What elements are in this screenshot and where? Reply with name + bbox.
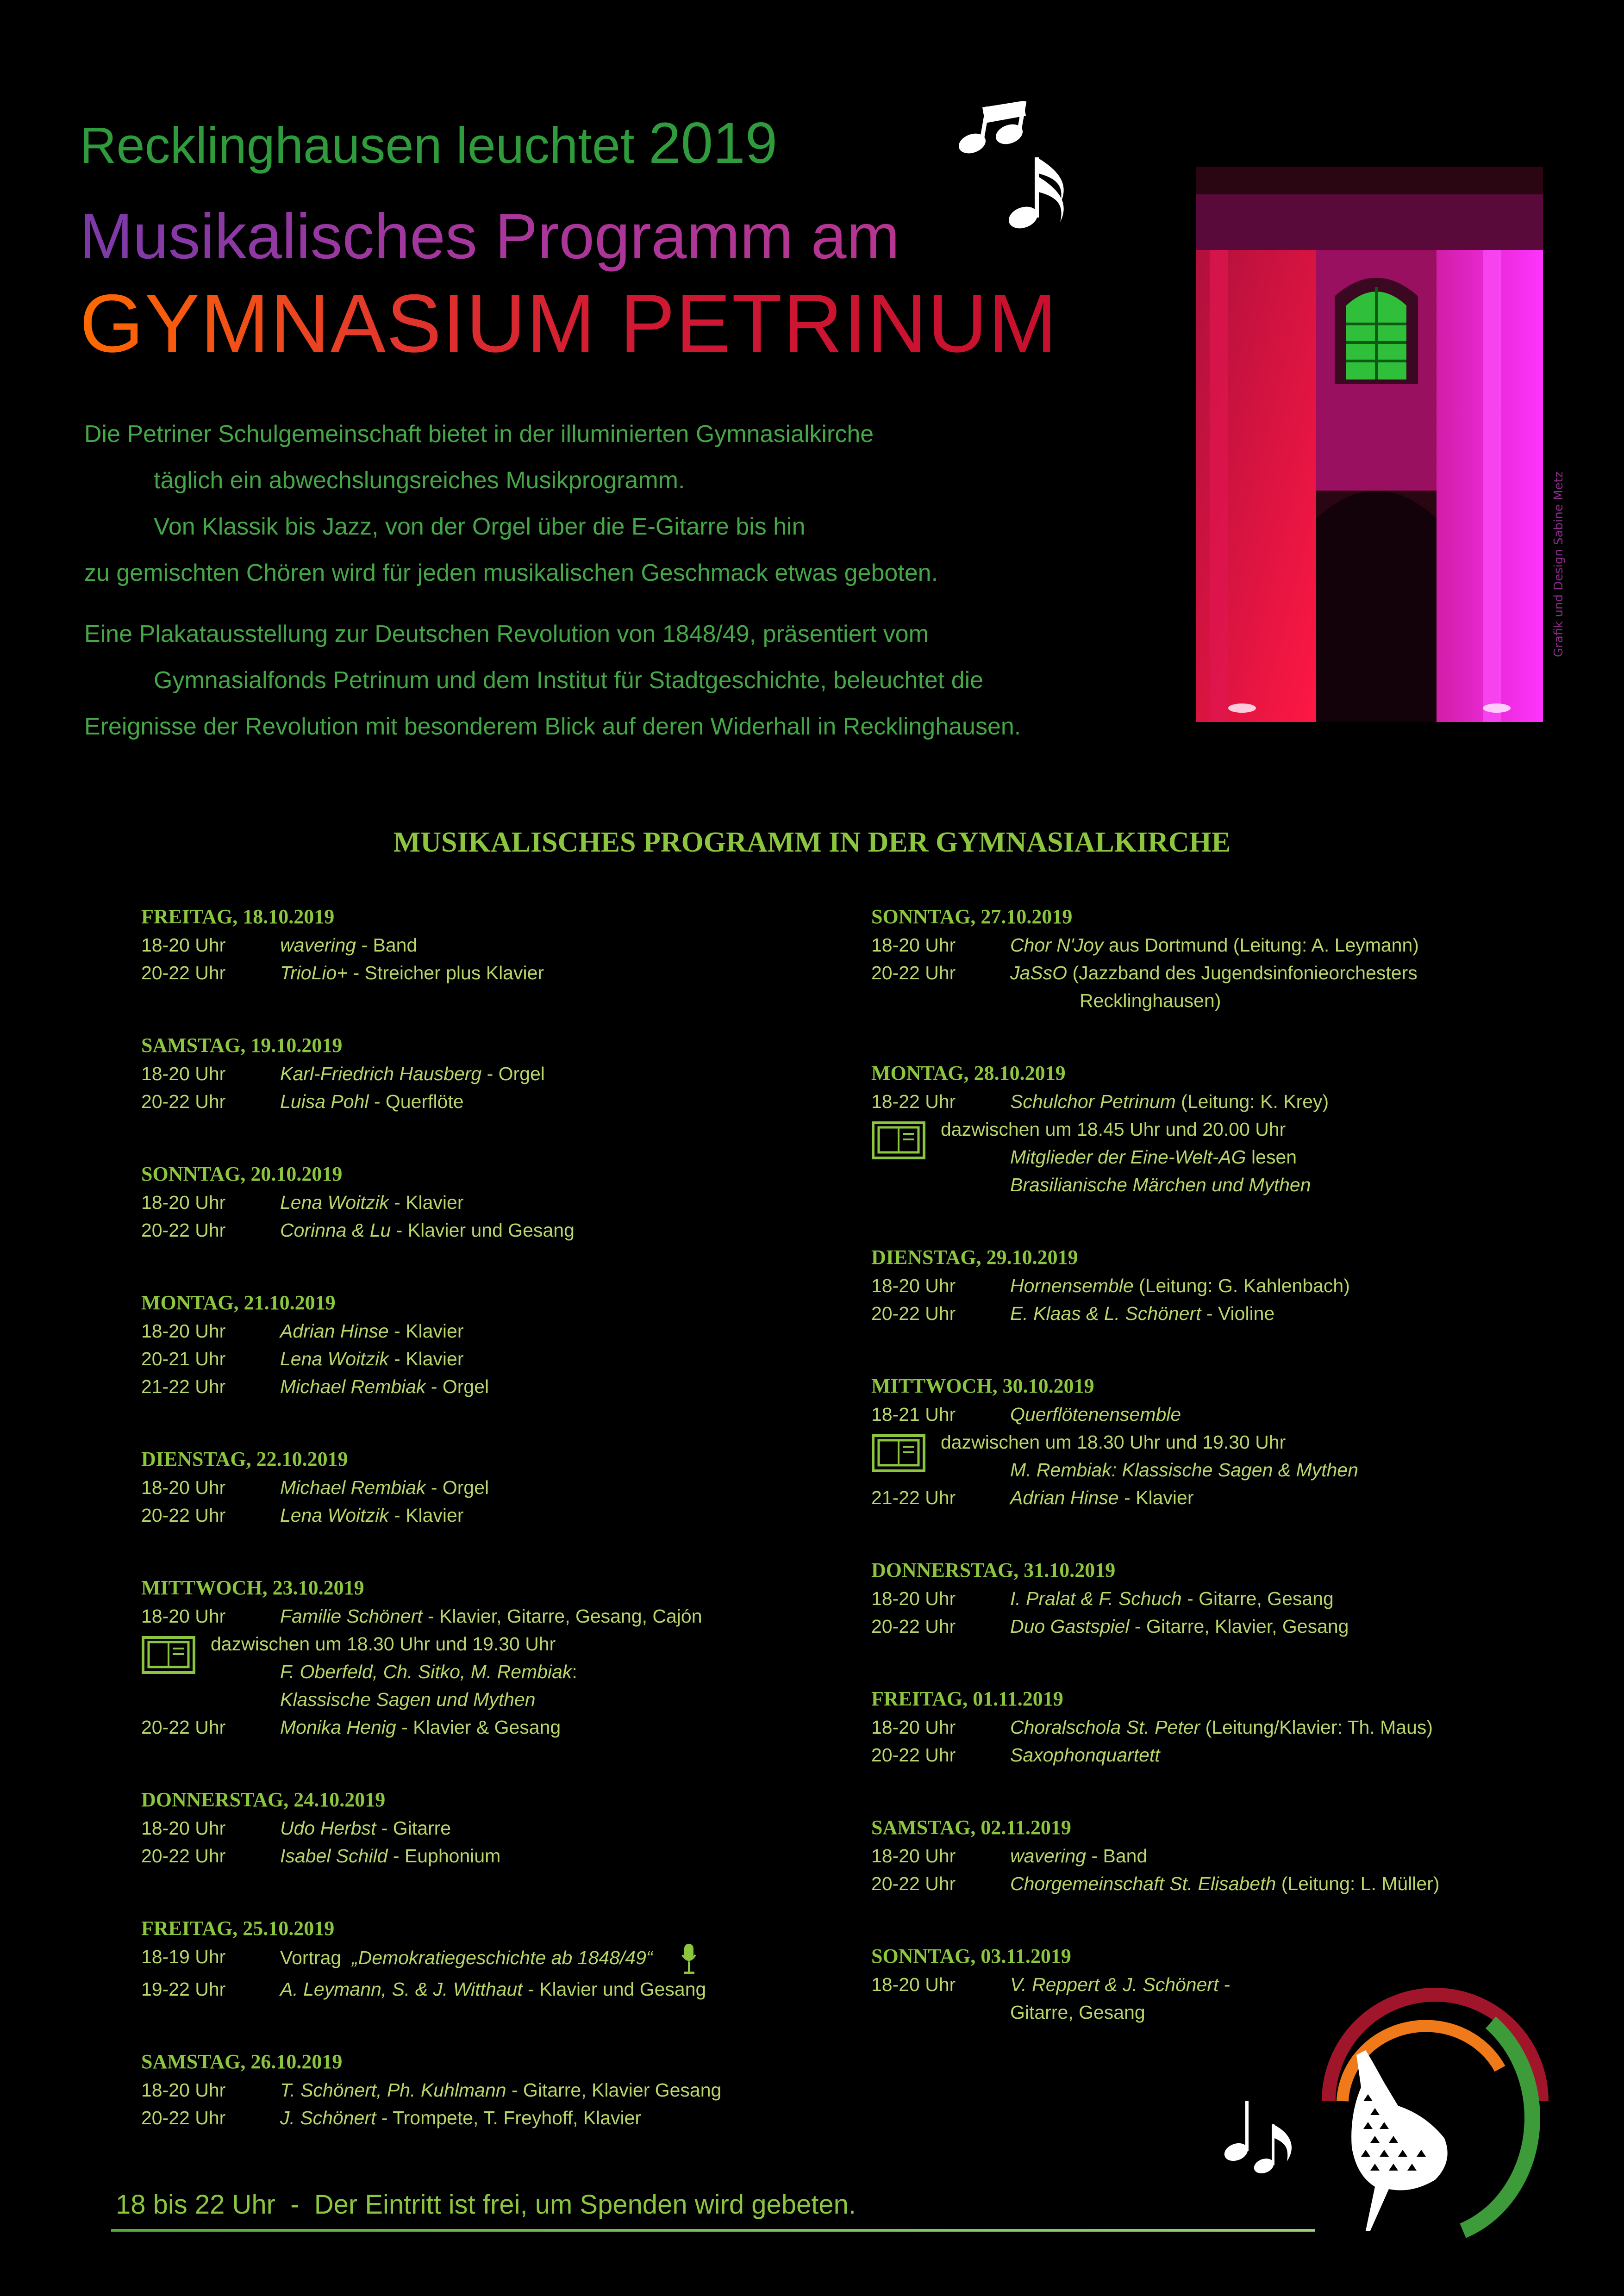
day-block [141, 902, 836, 987]
description: (Jazzband des Jugendsinfonieorchesters [1067, 962, 1418, 983]
program-row [141, 1501, 836, 1529]
program-row [871, 1870, 1566, 1898]
day-title: MITTWOCH, 23.10.2019 [141, 1576, 364, 1599]
microphone-icon [681, 1943, 699, 1975]
description: - Klavier, Gitarre, Gesang, Cajón [422, 1605, 702, 1627]
time: 18-22 Uhr [871, 1091, 956, 1112]
program-row [871, 1585, 1566, 1612]
time: 20-22 Uhr [141, 2107, 226, 2128]
program-row [141, 2104, 836, 2132]
performer: T. Schönert, Ph. Kuhlmann [280, 2079, 506, 2101]
time: 20-22 Uhr [141, 962, 226, 983]
reading-verb: lesen [1246, 1146, 1297, 1168]
performer: Lena Woitzik [280, 1348, 389, 1369]
program-row [141, 959, 836, 987]
intro-line: Von Klassik bis Jazz, von der Orgel über die E-Gitarre bis hin [154, 513, 806, 540]
day-title: FREITAG, 01.11.2019 [871, 1687, 1063, 1710]
description: - Gitarre [376, 1817, 451, 1839]
performer: Monika Henig [280, 1717, 396, 1738]
time: 20-22 Uhr [871, 1616, 956, 1637]
performer: Corinna & Lu [280, 1220, 391, 1241]
day-title: SAMSTAG, 02.11.2019 [871, 1816, 1071, 1839]
program-row [141, 1943, 836, 1975]
description: - Orgel [481, 1063, 545, 1084]
program-row [871, 1400, 1566, 1428]
day-block [141, 1914, 836, 2003]
performer: Michael Rembiak [280, 1477, 426, 1498]
description: (Leitung: L. Müller) [1276, 1873, 1440, 1894]
time: 18-20 Uhr [141, 2079, 226, 2101]
performer: Lena Woitzik [280, 1505, 389, 1526]
program-row [871, 1741, 1566, 1769]
reading-time: dazwischen um 18.30 Uhr und 19.30 Uhr [941, 1431, 1286, 1453]
program-row [141, 1373, 836, 1400]
time: 18-20 Uhr [141, 1605, 226, 1627]
performer: Michael Rembiak [280, 1376, 426, 1397]
program-row [141, 1474, 836, 1501]
church-photo [1196, 167, 1543, 722]
time: 20-22 Uhr [141, 1091, 226, 1112]
header-line-2: Musikalisches Programm am [80, 200, 899, 274]
performer: Udo Herbst [280, 1817, 376, 1839]
performer: Lena Woitzik [280, 1192, 389, 1213]
performer: Familie Schönert [280, 1605, 423, 1627]
program-row [871, 1484, 1566, 1512]
music-notes-icon [954, 97, 1083, 236]
time: 18-20 Uhr [871, 1717, 956, 1738]
time: 18-21 Uhr [871, 1404, 956, 1425]
footer-note: 18 bis 22 Uhr - Der Eintritt ist frei, um Spenden wird gebeten. [116, 2190, 856, 2220]
day-block [871, 1556, 1566, 1640]
time: 20-22 Uhr [871, 962, 956, 983]
description: - Euphonium [387, 1845, 501, 1867]
program-row [141, 931, 836, 959]
day-title: FREITAG, 18.10.2019 [141, 905, 335, 928]
description: - Gitarre, Klavier, Gesang [1129, 1616, 1349, 1637]
header-year: 2019 [649, 111, 778, 175]
time: 20-22 Uhr [141, 1220, 226, 1241]
description: (Leitung: G. Kahlenbach) [1133, 1275, 1350, 1296]
description: - Orgel [425, 1376, 489, 1397]
performer: Saxophonquartett [1010, 1744, 1160, 1766]
performer: wavering [280, 934, 356, 956]
rooster-logo-icon [1204, 1962, 1555, 2240]
description: - Klavier [1118, 1487, 1194, 1508]
performer: I. Pralat & F. Schuch [1010, 1588, 1182, 1609]
performer: TrioLio+ [280, 962, 348, 983]
performer: Luisa Pohl [280, 1091, 369, 1112]
day-block [141, 1031, 836, 1115]
time: 18-20 Uhr [141, 1192, 226, 1213]
performer: A. Leymann, S. & J. Witthaut [280, 1979, 523, 2000]
description: - [1218, 1974, 1230, 1995]
reading-performer-names: F. Oberfeld, Ch. Sitko, M. Rembiak [280, 1661, 572, 1682]
reading-block [871, 1428, 1566, 1484]
time: 19-22 Uhr [141, 1979, 226, 2000]
day-block [141, 1786, 836, 1870]
time: 18-20 Uhr [141, 1063, 226, 1084]
description: - Gitarre, Gesang [1181, 1588, 1334, 1609]
performer: Chorgemeinschaft St. Elisabeth [1010, 1873, 1276, 1894]
day-block [141, 1574, 836, 1741]
day-block [141, 1445, 836, 1529]
program-row [141, 1088, 836, 1115]
day-title: SONNTAG, 27.10.2019 [871, 905, 1073, 928]
day-title: SONNTAG, 03.11.2019 [871, 1945, 1071, 1967]
intro-line: Gymnasialfonds Petrinum und dem Institut für Stadtgeschichte, beleuchtet die [154, 667, 984, 694]
program-row [871, 1300, 1566, 1327]
reading-performers [871, 1143, 1566, 1171]
description: - Violine [1201, 1303, 1275, 1324]
performer: E. Klaas & L. Schönert [1010, 1303, 1201, 1324]
time: 18-20 Uhr [871, 1275, 956, 1296]
reading-title: Klassische Sagen und Mythen [280, 1689, 536, 1710]
reading-colon: : [572, 1661, 577, 1682]
reading-block [141, 1630, 836, 1713]
description-continued: Gitarre, Gesang [1010, 2002, 1145, 2023]
time: 18-20 Uhr [141, 1817, 226, 1839]
performer: Choralschola St. Peter [1010, 1717, 1200, 1738]
performer: wavering [1010, 1845, 1087, 1867]
performer: Querflötenensemble [1010, 1404, 1181, 1425]
performer: J. Schönert [280, 2107, 376, 2128]
performer: Adrian Hinse [1010, 1487, 1119, 1508]
time: 20-22 Uhr [871, 1873, 956, 1894]
description: (Leitung/Klavier: Th. Maus) [1200, 1717, 1433, 1738]
design-credit: Grafik und Design Sabine Metz [1552, 471, 1566, 657]
time: 18-20 Uhr [871, 1588, 956, 1609]
performer: JaSsO [1010, 962, 1068, 983]
program-row [871, 1088, 1566, 1115]
day-title: FREITAG, 25.10.2019 [141, 1917, 335, 1940]
description-continued: Recklinghausen) [1080, 990, 1221, 1011]
intro-line: Ereignisse der Revolution mit besonderem Blick auf deren Widerhall in Recklinghausen. [84, 713, 1021, 740]
program-row [141, 1814, 836, 1842]
intro-line: Die Petriner Schulgemeinschaft bietet in der illuminierten Gymnasialkirche [84, 421, 874, 448]
reading-performer-names: Mitglieder der Eine-Welt-AG [1010, 1146, 1246, 1168]
performer: Adrian Hinse [280, 1320, 389, 1342]
day-title: DONNERSTAG, 24.10.2019 [141, 1788, 386, 1811]
description: - Gitarre, Klavier Gesang [506, 2079, 722, 2101]
time: 18-20 Uhr [141, 1320, 226, 1342]
time: 18-20 Uhr [141, 934, 226, 956]
lecture-label: Vortrag [280, 1947, 352, 1968]
reading-time: dazwischen um 18.45 Uhr und 20.00 Uhr [941, 1119, 1286, 1140]
day-title: SAMSTAG, 26.10.2019 [141, 2050, 343, 2073]
day-title: MONTAG, 21.10.2019 [141, 1291, 336, 1314]
time: 21-22 Uhr [141, 1376, 226, 1397]
time: 20-21 Uhr [141, 1348, 226, 1369]
day-block [871, 1243, 1566, 1327]
time: 21-22 Uhr [871, 1487, 956, 1508]
day-title: MONTAG, 28.10.2019 [871, 1062, 1066, 1084]
program-row [871, 1272, 1566, 1300]
program-row [141, 1842, 836, 1870]
day-block [141, 2047, 836, 2132]
program-column-left [141, 902, 836, 2176]
reading-block [871, 1115, 1566, 1199]
day-block [141, 1160, 836, 1244]
day-title: DIENSTAG, 22.10.2019 [141, 1448, 348, 1470]
day-block [141, 1288, 836, 1400]
time: 20-22 Uhr [871, 1303, 956, 1324]
time: 20-22 Uhr [141, 1845, 226, 1867]
performer: V. Reppert & J. Schönert [1010, 1974, 1219, 1995]
program-row [141, 1713, 836, 1741]
intro-line: täglich ein abwechslungsreiches Musikprogramm. [154, 467, 685, 494]
program-title: MUSIKALISCHES PROGRAMM IN DER GYMNASIALKIRCHE [393, 827, 1231, 858]
day-block [871, 1372, 1566, 1512]
time: 18-20 Uhr [871, 934, 956, 956]
program-row [141, 2076, 836, 2104]
performer: Schulchor Petrinum [1010, 1091, 1176, 1112]
day-title: DIENSTAG, 29.10.2019 [871, 1246, 1078, 1269]
reading-time: dazwischen um 18.30 Uhr und 19.30 Uhr [211, 1633, 556, 1655]
performer: Duo Gastspiel [1010, 1616, 1130, 1637]
description: - Band [356, 934, 418, 956]
program-column-right [871, 902, 1566, 2071]
description: - Klavier und Gesang [391, 1220, 575, 1241]
description: - Klavier [388, 1505, 464, 1526]
time: 18-20 Uhr [871, 1845, 956, 1867]
program-row [871, 931, 1566, 959]
intro-line: zu gemischten Chören wird für jeden musikalischen Geschmack etwas geboten. [84, 560, 938, 586]
performer: Karl-Friedrich Hausberg [280, 1063, 482, 1084]
header-title: GYMNASIUM PETRINUM [80, 276, 1058, 371]
description: - Orgel [425, 1477, 489, 1498]
header-line-1 [80, 110, 777, 176]
description: - Band [1086, 1845, 1148, 1867]
description: aus Dortmund (Leitung: A. Leymann) [1103, 934, 1419, 956]
footer-divider [111, 2229, 1315, 2232]
day-block [871, 902, 1566, 1014]
description: - Klavier [388, 1348, 464, 1369]
day-title: SONNTAG, 20.10.2019 [141, 1163, 343, 1185]
day-block [871, 1059, 1566, 1199]
intro-line: Eine Plakatausstellung zur Deutschen Revolution von 1848/49, präsentiert vom [84, 621, 929, 647]
time: 20-22 Uhr [141, 1505, 226, 1526]
time: 18-20 Uhr [141, 1477, 226, 1498]
time: 20-22 Uhr [141, 1717, 226, 1738]
time: 18-20 Uhr [871, 1974, 956, 1995]
program-row [871, 1842, 1566, 1870]
lecture-title: „Demokratiegeschichte ab 1848/49“ [351, 1947, 653, 1968]
reading-title: M. Rembiak: Klassische Sagen & Mythen [1010, 1459, 1358, 1481]
program-row [871, 1713, 1566, 1741]
time: 20-22 Uhr [871, 1744, 956, 1766]
description: (Leitung: K. Krey) [1175, 1091, 1329, 1112]
program-row [141, 1345, 836, 1373]
header-city-text: Recklinghausen leuchtet [80, 117, 635, 174]
program-row [141, 1188, 836, 1216]
program-row [871, 1612, 1566, 1640]
day-title: DONNERSTAG, 31.10.2019 [871, 1559, 1116, 1581]
description: - Trompete, T. Freyhoff, Klavier [376, 2107, 642, 2128]
program-row [141, 1317, 836, 1345]
description: - Klavier [388, 1192, 464, 1213]
day-title: SAMSTAG, 19.10.2019 [141, 1034, 343, 1057]
description: - Klavier [388, 1320, 464, 1342]
description: - Streicher plus Klavier [348, 962, 544, 983]
program-row [141, 1975, 836, 2003]
program-row [141, 1602, 836, 1630]
performer: Isabel Schild [280, 1845, 388, 1867]
performer: Hornensemble [1010, 1275, 1134, 1296]
program-row [871, 959, 1566, 987]
description: - Klavier und Gesang [522, 1979, 706, 2000]
performer: Chor N'Joy [1010, 934, 1104, 956]
day-block [871, 1813, 1566, 1898]
description: - Klavier & Gesang [396, 1717, 561, 1738]
program-row [141, 1060, 836, 1088]
reading-performers [141, 1658, 836, 1686]
reading-title: Brasilianische Märchen und Mythen [1010, 1174, 1311, 1195]
time: 18-19 Uhr [141, 1946, 226, 1967]
description: - Querflöte [369, 1091, 464, 1112]
program-row [141, 1216, 836, 1244]
day-title: MITTWOCH, 30.10.2019 [871, 1375, 1094, 1397]
day-block [871, 1685, 1566, 1769]
